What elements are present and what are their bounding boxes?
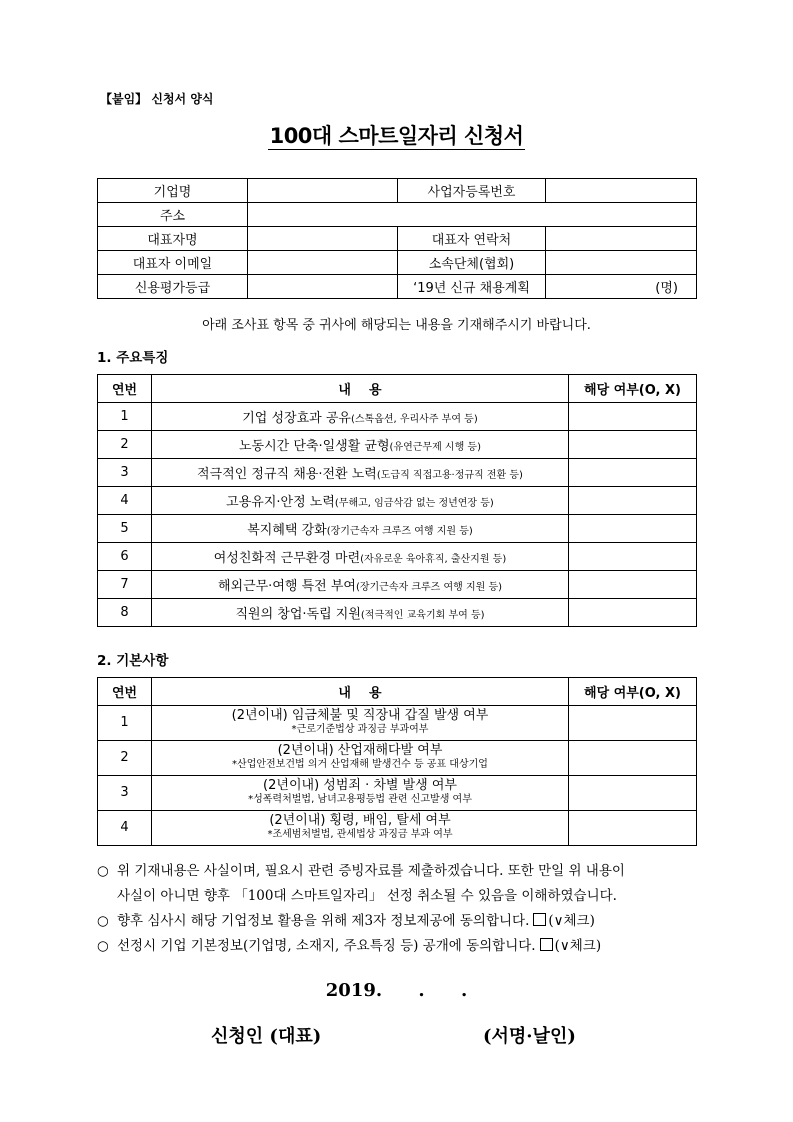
row-main-text: 노동시간 단축·일생활 균형 — [239, 439, 390, 454]
check-label: (∨체크) — [548, 913, 595, 929]
table-row — [98, 515, 697, 543]
row-sub-text: (도급직 직접고용·정규직 전환 등) — [376, 470, 523, 481]
table-row — [98, 203, 697, 227]
ceo-name-label: 대표자명 — [98, 227, 248, 251]
section2-title: 2. 기본사항 — [97, 653, 169, 669]
table-row — [98, 543, 697, 571]
row-content — [152, 403, 569, 431]
row-no: 5 — [98, 515, 152, 543]
row-check-field[interactable] — [569, 741, 697, 776]
row-no: 4 — [98, 811, 152, 846]
row-main-text: 적극적인 정규직 채용·전환 노력 — [197, 467, 377, 482]
credit-rating-field[interactable] — [248, 275, 398, 299]
row-main-text: (2년이내) 횡령, 배임, 탈세 여부 — [269, 813, 451, 828]
col-header-content: 내 용 — [152, 678, 569, 706]
row-main-text: 해외근무·여행 특전 부여 — [217, 579, 356, 594]
agreement-item — [97, 859, 702, 884]
row-sub-text: *성폭력처벌법, 남녀고용평등법 관련 신고발생 여부 — [248, 794, 472, 805]
title-text: 100대 스마트일자리 신청서 — [269, 124, 524, 148]
table-row — [98, 431, 697, 459]
table-header-row — [98, 678, 697, 706]
agreement-text: 향후 심사시 해당 기업정보 활용을 위해 제3자 정보제공에 동의합니다. — [117, 913, 530, 929]
row-main-text: (2년이내) 산업재해다발 여부 — [277, 743, 443, 758]
row-no: 8 — [98, 599, 152, 627]
row-check-field[interactable] — [569, 487, 697, 515]
row-sub-text: (적극적인 교육기회 부여 등) — [360, 610, 485, 621]
row-content — [152, 515, 569, 543]
row-content — [152, 431, 569, 459]
table-row — [98, 571, 697, 599]
table-row — [98, 179, 697, 203]
row-no: 1 — [98, 706, 152, 741]
ceo-contact-field[interactable] — [546, 227, 697, 251]
row-sub-text: (장기근속자 크루즈 여행 지원 등) — [355, 582, 503, 593]
bullet: ○ — [97, 863, 109, 879]
company-name-field[interactable] — [248, 179, 398, 203]
row-content — [152, 776, 569, 811]
ceo-contact-label: 대표자 연락처 — [398, 227, 546, 251]
row-sub-text: (장기근속자 크루즈 여행 지원 등) — [326, 526, 473, 537]
col-header-no: 연번 — [98, 375, 152, 403]
row-content — [152, 599, 569, 627]
agreement-text: 사실이 아니면 향후 「100대 스마트일자리」 선정 취소될 수 있음을 이해하였습니다. — [117, 888, 617, 904]
row-check-field[interactable] — [569, 599, 697, 627]
row-content — [152, 487, 569, 515]
consent-checkbox[interactable] — [540, 934, 602, 959]
table-row — [98, 599, 697, 627]
agreement-text: 선정시 기업 기본정보(기업명, 소재지, 주요특징 등) 공개에 동의합니다. — [117, 938, 536, 954]
agreement-text: 위 기재내용은 사실이며, 필요시 관련 증빙자료를 제출하겠습니다. 또한 만일 위 내용이 — [117, 863, 625, 879]
row-check-field[interactable] — [569, 706, 697, 741]
row-content — [152, 811, 569, 846]
table-row — [98, 741, 697, 776]
page-title — [0, 120, 793, 150]
checkbox-icon — [540, 938, 553, 951]
table-row — [98, 459, 697, 487]
table-row — [98, 487, 697, 515]
row-check-field[interactable] — [569, 811, 697, 846]
bullet: ○ — [97, 938, 109, 954]
agreement-section — [97, 859, 702, 959]
company-name-label: 기업명 — [98, 179, 248, 203]
main-features-table — [97, 374, 697, 627]
instruction-text: 아래 조사표 항목 중 귀사에 해당되는 내용을 기재해주시기 바랍니다. — [202, 318, 591, 333]
row-check-field[interactable] — [569, 403, 697, 431]
attachment-note: 【붙임】 신청서 양식 — [100, 92, 214, 106]
col-header-check: 해당 여부(O, X) — [569, 375, 697, 403]
table-row — [98, 251, 697, 275]
association-label: 소속단체(협회) — [398, 251, 546, 275]
row-check-field[interactable] — [569, 571, 697, 599]
checkbox-icon — [533, 913, 546, 926]
col-header-content: 내 용 — [152, 375, 569, 403]
row-main-text: 고용유지·안정 노력 — [226, 495, 335, 510]
ceo-email-label: 대표자 이메일 — [98, 251, 248, 275]
row-no: 6 — [98, 543, 152, 571]
ceo-name-field[interactable] — [248, 227, 398, 251]
row-check-field[interactable] — [569, 431, 697, 459]
address-field[interactable] — [248, 203, 697, 227]
bullet: ○ — [97, 913, 109, 929]
ceo-email-field[interactable] — [248, 251, 398, 275]
table-row — [98, 811, 697, 846]
consent-checkbox[interactable] — [533, 909, 595, 934]
row-no: 2 — [98, 741, 152, 776]
applicant-label: 신청인 (대표) — [211, 1026, 322, 1047]
row-no: 7 — [98, 571, 152, 599]
hiring-plan-unit: (명) — [655, 281, 678, 296]
association-field[interactable] — [546, 251, 697, 275]
row-main-text: 직원의 창업·독립 지원 — [235, 607, 361, 622]
row-main-text: (2년이내) 성범죄 · 차별 발생 여부 — [263, 778, 457, 793]
application-date[interactable]: 2019. . . — [325, 980, 468, 1001]
agreement-item — [97, 934, 702, 959]
row-content — [152, 459, 569, 487]
row-check-field[interactable] — [569, 776, 697, 811]
row-no: 3 — [98, 776, 152, 811]
table-row — [98, 403, 697, 431]
row-check-field[interactable] — [569, 459, 697, 487]
row-content — [152, 706, 569, 741]
row-no: 4 — [98, 487, 152, 515]
table-row — [98, 706, 697, 741]
row-content — [152, 741, 569, 776]
signature-field[interactable]: (서명·날인) — [483, 1026, 576, 1047]
basic-items-table — [97, 677, 697, 846]
hiring-plan-label: ‘19년 신규 채용계획 — [398, 275, 546, 299]
section1-title: 1. 주요특징 — [97, 350, 169, 366]
row-sub-text: (무해고, 임금삭감 없는 정년연장 등) — [334, 498, 494, 509]
table-row — [98, 275, 697, 299]
row-sub-text: *산업안전보건법 의거 산업재해 발생건수 등 공표 대상기업 — [232, 759, 488, 770]
business-reg-label: 사업자등록번호 — [398, 179, 546, 203]
hiring-plan-field[interactable] — [546, 275, 697, 299]
business-reg-field[interactable] — [546, 179, 697, 203]
row-content — [152, 543, 569, 571]
row-check-field[interactable] — [569, 543, 697, 571]
row-sub-text: (스톡옵션, 우리사주 부여 등) — [350, 414, 478, 425]
row-check-field[interactable] — [569, 515, 697, 543]
row-content — [152, 571, 569, 599]
credit-rating-label: 신용평가등급 — [98, 275, 248, 299]
row-main-text: 기업 성장효과 공유 — [242, 411, 351, 426]
table-header-row — [98, 375, 697, 403]
row-main-text: 복지혜택 강화 — [247, 523, 327, 538]
address-label: 주소 — [98, 203, 248, 227]
row-main-text: 여성친화적 근무환경 마련 — [213, 551, 361, 566]
row-no: 1 — [98, 403, 152, 431]
row-no: 3 — [98, 459, 152, 487]
col-header-no: 연번 — [98, 678, 152, 706]
table-row — [98, 776, 697, 811]
row-sub-text: *조세범처벌법, 관세법상 과징금 부과 여부 — [267, 829, 453, 840]
row-main-text: (2년이내) 임금체불 및 직장내 갑질 발생 여부 — [231, 708, 489, 723]
agreement-item — [97, 909, 702, 934]
col-header-check: 해당 여부(O, X) — [569, 678, 697, 706]
table-row — [98, 227, 697, 251]
row-sub-text: (자유로운 육아휴직, 출산지원 등) — [360, 554, 507, 565]
check-label: (∨체크) — [554, 938, 602, 954]
company-info-table — [97, 178, 697, 299]
row-sub-text: *근로기준법상 과징금 부과여부 — [291, 724, 429, 735]
row-no: 2 — [98, 431, 152, 459]
row-sub-text: (유연근무제 시행 등) — [389, 442, 481, 453]
